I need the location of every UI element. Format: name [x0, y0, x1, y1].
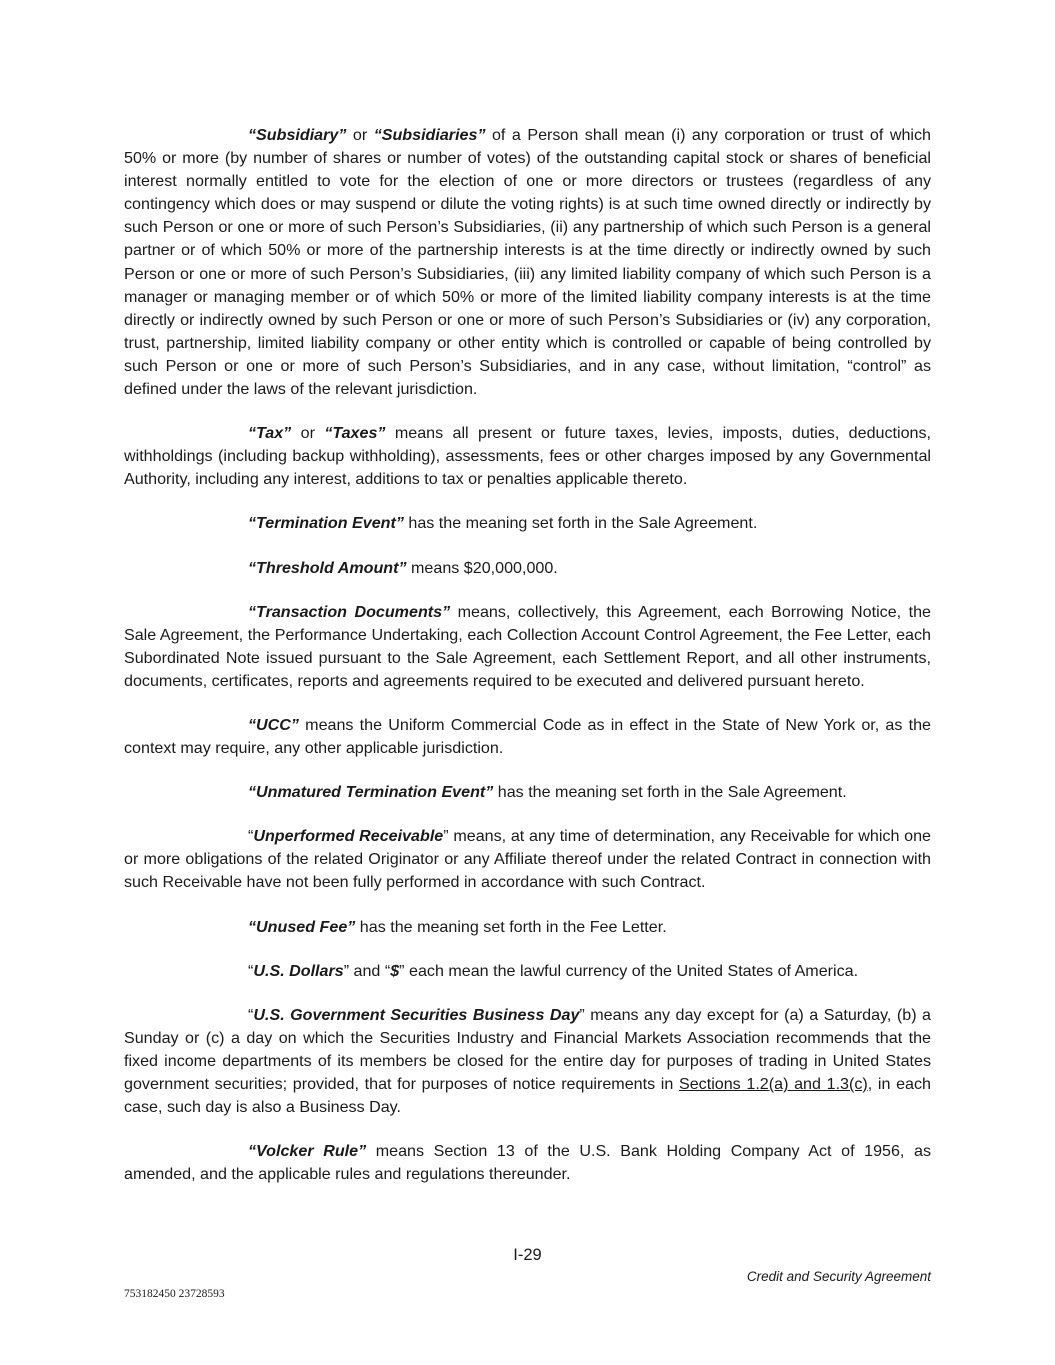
- definition-text: of a Person shall mean (i) any corporation or trust of which 50% or more (by number of shares or number of votes) of the outstanding capital stock or shares of beneficial interest normally entitled to vote for the election of one or more directors or trustees (regardless of any contingency which does or may suspend or dilute the voting rights) is at such time owned directly or indirectly by such Person or one or more of such Person’s Subsidiaries, (ii) any partnership of which such Person is a general partner or of which 50% or more of the partnership interests is at the time directly or indirectly owned by such Person or one or more of such Person’s Subsidiaries, (iii) any limited liability company of which such Person is a manager or managing member or of which 50% or more of the limited liability company interests is at the time directly or indirectly owned by such Person or one or more of such Person’s Subsidiaries or (iv) any corporation, trust, partnership, limited liability company or other entity which is controlled or capable of being controlled by such Person or one or more of such Person’s Subsidiaries, and in any case, without limitation, “control” as defined under the laws of the relevant jurisdiction.: [124, 126, 931, 399]
- section-reference: Sections 1.2(a) and 1.3(c): [678, 1075, 868, 1093]
- page-number: I-29: [513, 1246, 542, 1264]
- defined-term: “UCC”: [248, 715, 299, 734]
- term-joiner: ” and “: [343, 961, 391, 980]
- defined-term: “Termination Event”: [248, 514, 404, 533]
- definition-transaction-documents: [124, 601, 931, 693]
- defined-term: “Taxes”: [324, 424, 386, 443]
- definition-text: means the Uniform Commercial Code as in effect in the State of New York or, as the context may require, any other applicable jurisdiction.: [124, 715, 931, 758]
- definition-volcker-rule: [124, 1140, 931, 1186]
- definition-text: each mean the lawful currency of the United States of America.: [404, 961, 859, 980]
- defined-term: “Subsidiaries”: [373, 126, 486, 144]
- definition-unmatured-termination-event: [124, 781, 931, 804]
- defined-term: “Transaction Documents”: [248, 602, 451, 621]
- open-quote: “: [248, 827, 254, 846]
- definition-us-government-securities-business-day: [124, 1004, 931, 1119]
- open-quote: “: [248, 961, 254, 980]
- defined-term: “Unused Fee”: [248, 917, 356, 936]
- close-quote: ”: [443, 827, 449, 846]
- defined-term: “Volcker Rule”: [248, 1142, 367, 1161]
- document-id: 753182450 23728593: [124, 1288, 225, 1300]
- close-quote: ”: [579, 1005, 585, 1024]
- definition-unused-fee: [124, 916, 931, 939]
- open-quote: “: [248, 1005, 254, 1024]
- close-quote: ”: [399, 961, 405, 980]
- definition-unperformed-receivable: [124, 825, 931, 894]
- definition-text: means $20,000,000.: [406, 558, 558, 577]
- defined-term: $: [390, 961, 400, 980]
- definition-text: , in each case, such day is also a Business Day.: [124, 1075, 932, 1117]
- definition-text: has the meaning set forth in the Sale Agreement.: [493, 783, 847, 802]
- definition-tax: [124, 422, 931, 491]
- footer-document-title: Credit and Security Agreement: [746, 1269, 931, 1284]
- definitions-section: [124, 124, 931, 1207]
- defined-term: U.S. Government Securities Business Day: [253, 1005, 580, 1024]
- defined-term: “Unmatured Termination Event”: [248, 783, 494, 802]
- definition-text: has the meaning set forth in the Fee Letter.: [355, 917, 667, 936]
- definition-text: means Section 13 of the U.S. Bank Holding Company Act of 1956, as amended, and the applicable rules and regulations thereunder.: [124, 1142, 931, 1184]
- definition-us-dollars: [124, 960, 931, 983]
- definition-termination-event: [124, 512, 931, 535]
- definition-text: means all present or future taxes, levies, imposts, duties, deductions, withholdings (including backup withholding), assessments, fees or other charges imposed by any Governmental Authority, including any interest, additions to tax or penalties applicable thereto.: [124, 424, 931, 489]
- term-joiner: or: [346, 126, 374, 144]
- defined-term: “Threshold Amount”: [248, 558, 407, 577]
- definition-subsidiary: [124, 124, 931, 401]
- defined-term: U.S. Dollars: [253, 961, 344, 980]
- defined-term: “Subsidiary”: [248, 126, 347, 144]
- definition-text: means, at any time of determination, any Receivable for which one or more obligations of the related Originator or any Affiliate thereof under the related Contract in connection with such Receivable have not been fully performed in accordance with such Contract.: [124, 827, 931, 892]
- definition-threshold-amount: [124, 557, 931, 580]
- definition-text: has the meaning set forth in the Sale Agreement.: [403, 514, 758, 533]
- defined-term: “Tax”: [248, 424, 292, 443]
- term-joiner: or: [291, 424, 325, 443]
- definition-text: means any day except for (a) a Saturday, (b) a Sunday or (c) a day on which the Securities Industry and Financial Markets Association recommends that the fixed income departments of its members be closed for the entire day for purposes of trading in United States government securities; provided, that for purposes of notice requirements in: [124, 1005, 931, 1093]
- definition-text: means, collectively, this Agreement, each Borrowing Notice, the Sale Agreement, the Performance Undertaking, each Collection Account Control Agreement, the Fee Letter, each Subordinated Note issued pursuant to the Sale Agreement, each Settlement Report, and all other instruments, documents, certificates, reports and agreements required to be executed and delivered pursuant hereto.: [124, 602, 931, 690]
- definition-ucc: [124, 714, 931, 760]
- defined-term: Unperformed Receivable: [253, 827, 444, 846]
